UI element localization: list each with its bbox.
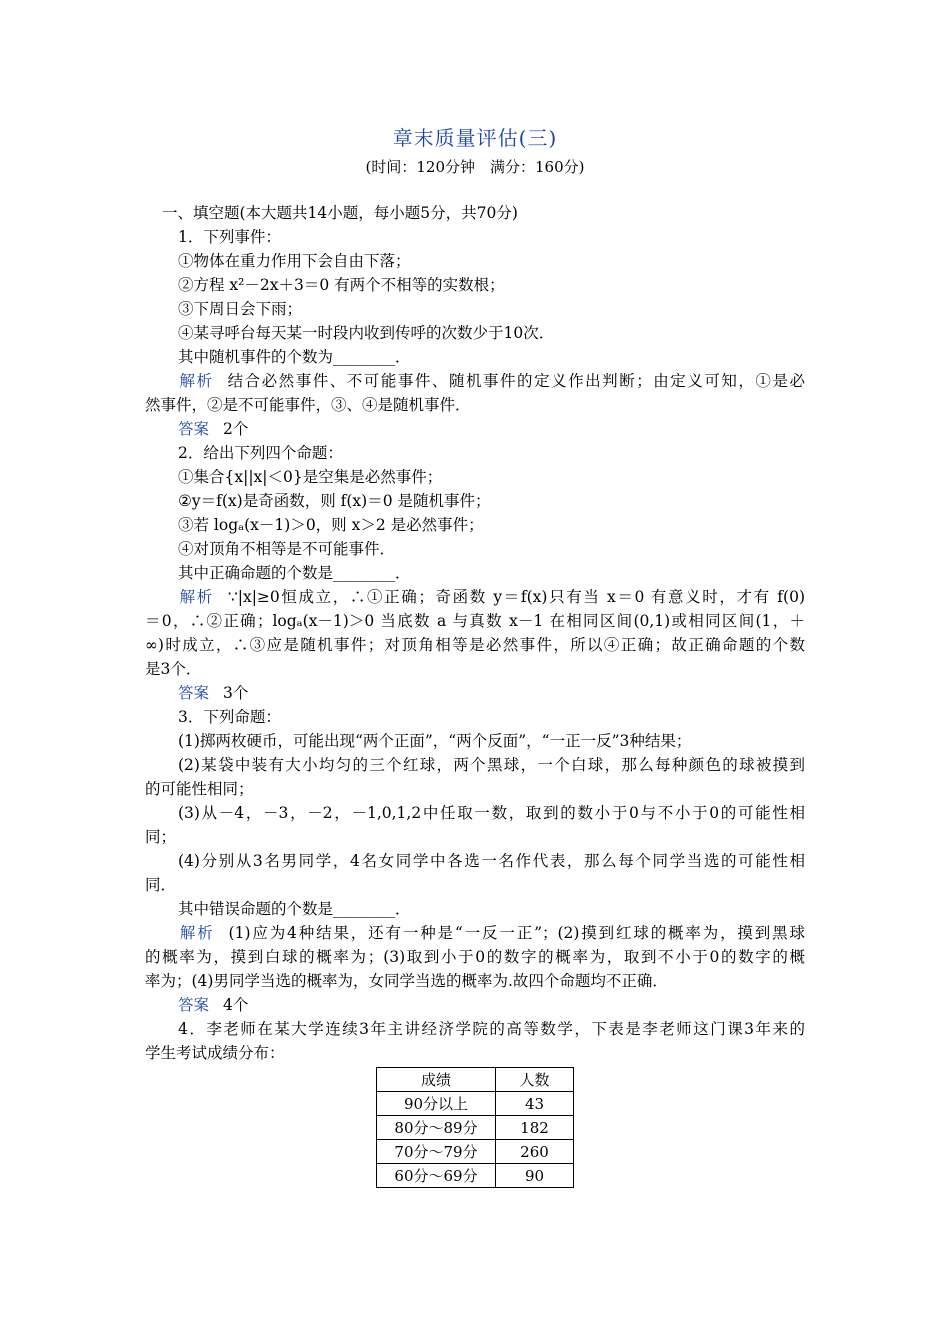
table-row xyxy=(377,1116,574,1140)
table-row xyxy=(377,1164,574,1188)
q3-analysis-line: 的概率为，摸到白球的概率为；(3)取到小于0的数字的概率为，取到不小于0的数字的概 xyxy=(145,948,805,966)
q3-line: (4)分别从3名男同学，4名女同学中各选一名作代表，那么每个同学当选的可能性相 xyxy=(178,852,805,870)
q2-item: ①集合{x||x|＜0}是空集是必然事件； xyxy=(178,468,443,486)
table-cell: 60分～69分 xyxy=(377,1164,496,1188)
q2-item: ②y＝f(x)是奇函数，则 f(x)＝0 是随机事件； xyxy=(178,492,491,510)
q2-item: ③若 logₐ(x－1)＞0，则 x＞2 是必然事件； xyxy=(178,516,484,534)
q1-question: 其中随机事件的个数为________． xyxy=(178,348,411,366)
table-cell: 43 xyxy=(496,1092,574,1116)
q2-analysis-line: ∞)时成立，∴③应是随机事件；对顶角相等是必然事件，所以④正确；故正确命题的个数 xyxy=(145,636,805,654)
table-row xyxy=(377,1092,574,1116)
page-subtitle: (时间：120分钟 满分：160分) xyxy=(365,158,585,176)
q3-analysis-line: 解析 (1)应为4种结果，还有一种是“一反一正”；(2)摸到红球的概率为，摸到黑球 xyxy=(178,924,805,942)
answer-label: 答案 xyxy=(178,420,210,438)
q1-stem: 1．下列事件： xyxy=(178,228,281,246)
section-heading: 一、填空题(本大题共14小题，每小题5分，共70分) xyxy=(162,204,518,222)
table-cell: 182 xyxy=(496,1116,574,1140)
q2-stem: 2．给出下列四个命题： xyxy=(178,444,343,462)
table-header-row xyxy=(377,1068,574,1092)
q4-stem-line: 学生考试成绩分布： xyxy=(145,1044,285,1062)
answer-label: 答案 xyxy=(178,684,210,702)
page-title: 章末质量评估(三) xyxy=(392,126,558,150)
q3-answer: 答案 4个 xyxy=(178,996,249,1014)
analysis-label: 解析 xyxy=(178,588,214,606)
q4-stem-line: 4．李老师在某大学连续3年主讲经济学院的高等数学，下表是李老师这门课3年来的 xyxy=(178,1020,805,1038)
q2-question: 其中正确命题的个数是________． xyxy=(178,564,411,582)
q3-analysis-line: 率为；(4)男同学当选的概率为，女同学当选的概率为.故四个命题均不正确． xyxy=(145,972,668,990)
table-cell: 80分～89分 xyxy=(377,1116,496,1140)
q3-question: 其中错误命题的个数是________． xyxy=(178,900,411,918)
q3-line: 的可能性相同； xyxy=(145,780,254,798)
q1-analysis-line: 然事件，②是不可能事件，③、④是随机事件． xyxy=(145,396,471,414)
q1-item: ④某寻呼台每天某一时段内收到传呼的次数少于10次． xyxy=(178,324,555,342)
table-header-cell: 成绩 xyxy=(377,1068,496,1092)
table-cell: 260 xyxy=(496,1140,574,1164)
q2-analysis-line: ＝0，∴②正确；logₐ(x－1)＞0 当底数 a 与真数 x－1 在相同区间(0,1)或相同区间(1，＋ xyxy=(145,612,805,630)
table-cell: 70分～79分 xyxy=(377,1140,496,1164)
q3-line: (1)掷两枚硬币，可能出现“两个正面”，“两个反面”，“一正一反”3种结果； xyxy=(178,732,692,750)
q1-item: ①物体在重力作用下会自由下落； xyxy=(178,252,411,270)
q3-line: 同． xyxy=(145,876,177,894)
table-cell: 90 xyxy=(496,1164,574,1188)
q2-answer: 答案 3个 xyxy=(178,684,249,702)
q3-line: 同； xyxy=(145,828,177,846)
analysis-label: 解析 xyxy=(178,924,215,942)
score-table xyxy=(376,1067,574,1188)
q3-stem: 3．下列命题： xyxy=(178,708,281,726)
q3-line: (2)某袋中装有大小均匀的三个红球，两个黑球，一个白球，那么每种颜色的球被摸到 xyxy=(178,756,805,774)
answer-label: 答案 xyxy=(178,996,210,1014)
q3-line: (3)从－4，－3，－2，－1,0,1,2中任取一数，取到的数小于0与不小于0的可能性相 xyxy=(178,804,805,822)
q1-analysis-line: 解析 结合必然事件、不可能事件、随机事件的定义作出判断；由定义可知，①是必 xyxy=(178,372,805,390)
q2-item: ④对顶角不相等是不可能事件． xyxy=(178,540,396,558)
q2-analysis-line: 解析 ∵|x|≥0恒成立，∴①正确；奇函数 y＝f(x)只有当 x＝0 有意义时，才有 f(0) xyxy=(178,588,805,606)
table-cell: 90分以上 xyxy=(377,1092,496,1116)
q1-answer: 答案 2个 xyxy=(178,420,249,438)
q2-analysis-line: 是3个． xyxy=(145,660,202,678)
analysis-label: 解析 xyxy=(178,372,214,390)
q1-item: ③下周日会下雨； xyxy=(178,300,303,318)
q1-item: ②方程 x²－2x＋3＝0 有两个不相等的实数根； xyxy=(178,276,505,294)
table-row xyxy=(377,1140,574,1164)
table-header-cell: 人数 xyxy=(496,1068,574,1092)
